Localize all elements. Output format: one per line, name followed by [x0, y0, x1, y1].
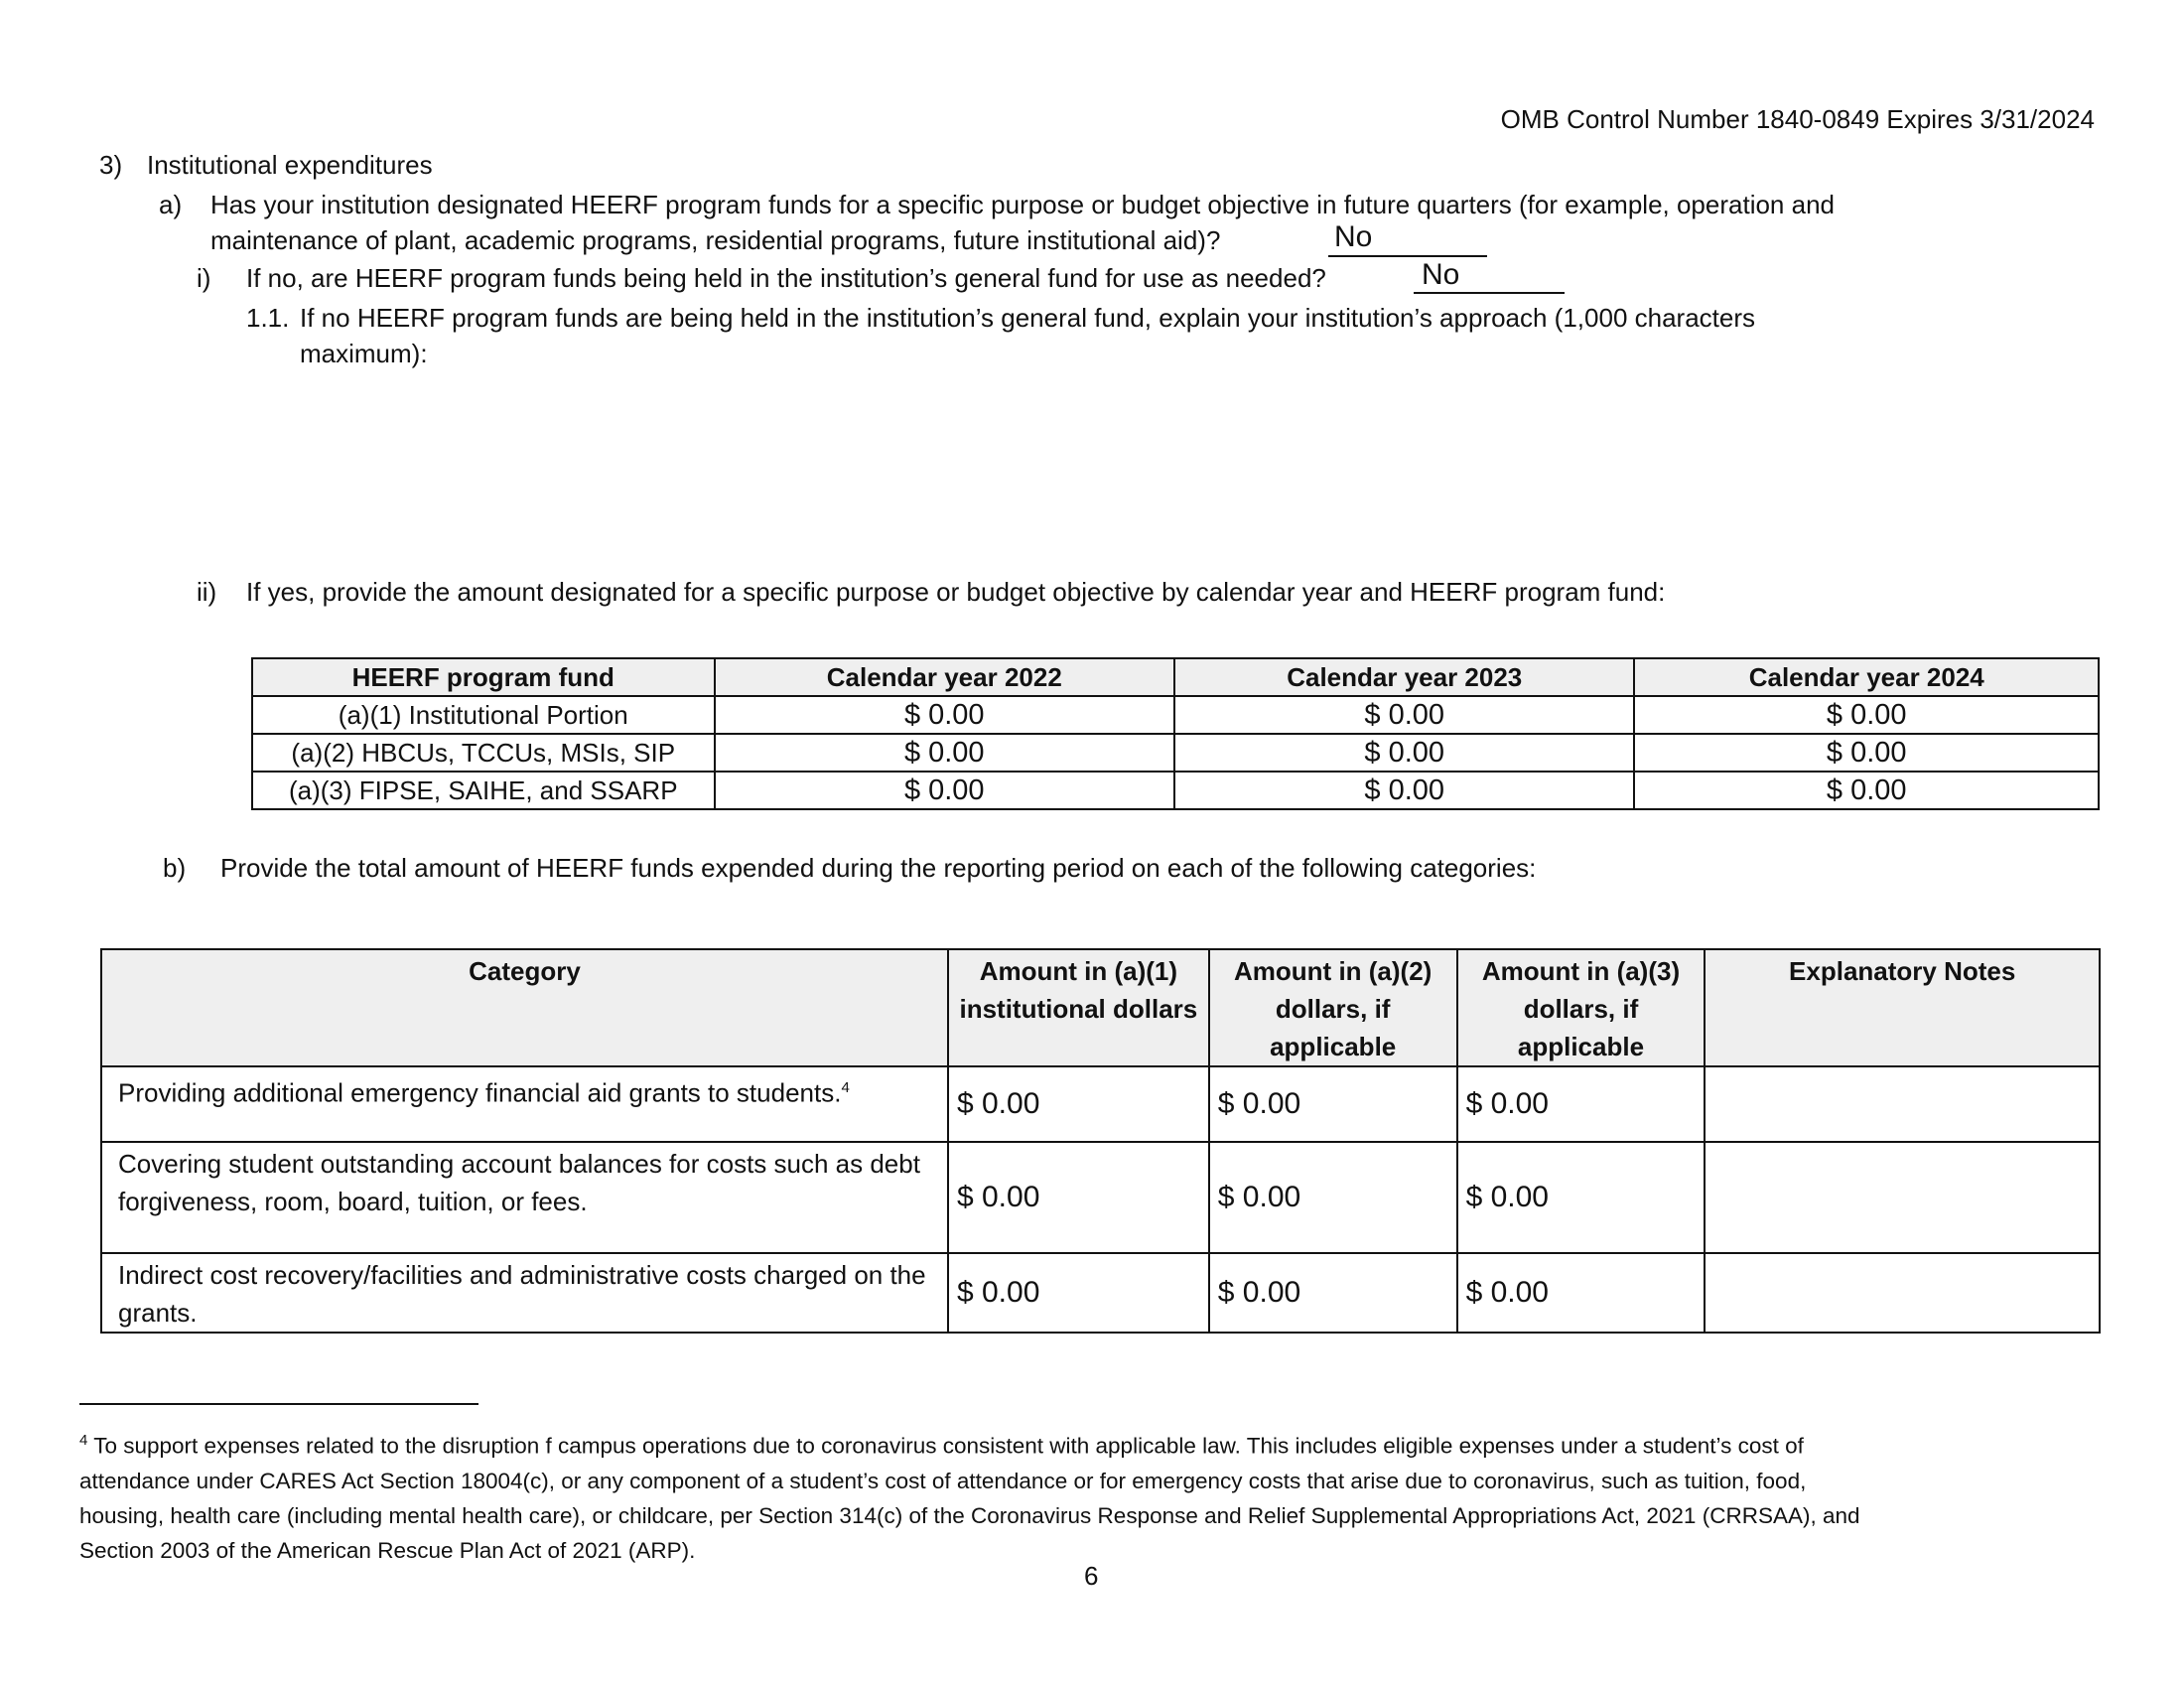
col-header-a1: Amount in (a)(1) institutional dollars — [948, 949, 1209, 1066]
question-a-text-line2: maintenance of plant, academic programs, residential programs, future institutional aid)? — [210, 225, 1221, 255]
fund-name: (a)(3) FIPSE, SAIHE, and SSARP — [252, 772, 715, 809]
col-header-category: Category — [101, 949, 948, 1066]
col-header-a2: Amount in (a)(2) dollars, if applicable — [1209, 949, 1457, 1066]
question-i-text: If no, are HEERF program funds being held in the institution’s general fund for use as needed? — [246, 263, 1326, 293]
notes-field[interactable] — [1705, 1066, 2100, 1142]
answer-i-field[interactable]: No — [1422, 258, 1460, 291]
footnote — [79, 1423, 1860, 1568]
fund-name: (a)(1) Institutional Portion — [252, 696, 715, 734]
amount-2022-field[interactable]: $ 0.00 — [715, 772, 1174, 809]
question-ii-label: ii) — [197, 577, 217, 607]
category-text: Covering student outstanding account balances for costs such as debt forgiveness, room, board, tuition, or fees. — [118, 1149, 920, 1216]
footnote-line: $^4$ To support expenses related to the disruption f campus operations due to coronavirus consistent with applicable law. This includes eligible expenses under a student’s cost of — [79, 1432, 1804, 1459]
category-cell — [101, 1253, 948, 1333]
amount-a3-field[interactable]: $ 0.00 — [1457, 1253, 1706, 1333]
amount-a1-field[interactable]: $ 0.00 — [948, 1253, 1209, 1333]
footnote-divider — [79, 1403, 478, 1405]
footnote-line: attendance under CARES Act Section 18004(c), or any component of a student’s cost of attendance or for emergency costs that arise due to coronavirus, such as tuition, food, — [79, 1468, 1807, 1493]
table-row — [101, 1253, 2100, 1333]
amount-2023-field[interactable]: $ 0.00 — [1174, 772, 1634, 809]
amount-a1-field[interactable]: $ 0.00 — [948, 1066, 1209, 1142]
footnote-ref: 4 — [841, 1079, 850, 1096]
amount-a1-field[interactable]: $ 0.00 — [948, 1142, 1209, 1253]
category-cell — [101, 1066, 948, 1142]
question-a-text-line1: Has your institution designated HEERF program funds for a specific purpose or budget objective in future quarters (for example, operation and — [210, 190, 1835, 219]
table-row — [101, 1142, 2100, 1253]
question-b-text: Provide the total amount of HEERF funds expended during the reporting period on each of the following categories: — [220, 853, 1537, 883]
category-cell — [101, 1142, 948, 1253]
question-ii-text: If yes, provide the amount designated for a specific purpose or budget objective by calendar year and HEERF program fund: — [246, 577, 1666, 607]
amount-a2-field[interactable]: $ 0.00 — [1209, 1253, 1457, 1333]
footnote-line: housing, health care (including mental health care), or childcare, per Section 314(c) of the Coronavirus Response and Relief Supplemental Appropriations Act, 2021 (CRRSAA), and — [79, 1502, 1860, 1528]
amount-2024-field[interactable]: $ 0.00 — [1634, 772, 2099, 809]
question-a-label: a) — [159, 190, 183, 219]
col-header-2023: Calendar year 2023 — [1174, 658, 1634, 696]
category-text: Providing additional emergency financial aid grants to students. — [118, 1077, 842, 1108]
table-row — [252, 734, 2099, 772]
question-1-1-label: 1.1. — [246, 303, 290, 333]
notes-field[interactable] — [1705, 1142, 2100, 1253]
amount-2024-field[interactable]: $ 0.00 — [1634, 696, 2099, 734]
table-row — [101, 1066, 2100, 1142]
amount-a3-field[interactable]: $ 0.00 — [1457, 1066, 1706, 1142]
question-b-label: b) — [163, 853, 187, 883]
col-header-2024: Calendar year 2024 — [1634, 658, 2099, 696]
amount-a2-field[interactable]: $ 0.00 — [1209, 1142, 1457, 1253]
amount-2022-field[interactable]: $ 0.00 — [715, 696, 1174, 734]
notes-field[interactable] — [1705, 1253, 2100, 1333]
answer-a-field[interactable]: No — [1334, 220, 1373, 253]
amount-2022-field[interactable]: $ 0.00 — [715, 734, 1174, 772]
footnote-line: Section 2003 of the American Rescue Plan Act of 2021 (ARP). — [79, 1537, 696, 1563]
amount-a3-field[interactable]: $ 0.00 — [1457, 1142, 1706, 1253]
footnote-mark: 4 — [79, 1432, 88, 1449]
col-header-a3: Amount in (a)(3) dollars, if applicable — [1457, 949, 1706, 1066]
amount-a2-field[interactable]: $ 0.00 — [1209, 1066, 1457, 1142]
page-number: 6 — [1084, 1561, 1099, 1591]
table-row — [252, 772, 2099, 809]
amount-2023-field[interactable]: $ 0.00 — [1174, 696, 1634, 734]
col-header-fund: HEERF program fund — [252, 658, 715, 696]
fund-name: (a)(2) HBCUs, TCCUs, MSIs, SIP — [252, 734, 715, 772]
amount-2024-field[interactable]: $ 0.00 — [1634, 734, 2099, 772]
col-header-2022: Calendar year 2022 — [715, 658, 1174, 696]
answer-a-underline — [1328, 255, 1487, 257]
question-1-1-text-line2: maximum): — [300, 339, 428, 368]
section-title: Institutional expenditures — [147, 150, 433, 180]
omb-control-number: OMB Control Number 1840-0849 Expires 3/31/2024 — [1500, 104, 2095, 134]
expenditure-categories-table — [100, 948, 2101, 1334]
section-number: 3) — [99, 150, 123, 180]
answer-i-underline — [1414, 292, 1565, 294]
question-i-label: i) — [197, 263, 211, 293]
amount-2023-field[interactable]: $ 0.00 — [1174, 734, 1634, 772]
question-1-1-text-line1: If no HEERF program funds are being held in the institution’s general fund, explain your institution’s approach (1,000 characters — [300, 303, 1756, 333]
designated-funds-table — [251, 657, 2100, 810]
category-text: Indirect cost recovery/facilities and administrative costs charged on the grants. — [118, 1260, 926, 1328]
col-header-notes: Explanatory Notes — [1705, 949, 2100, 1066]
table-row — [252, 696, 2099, 734]
